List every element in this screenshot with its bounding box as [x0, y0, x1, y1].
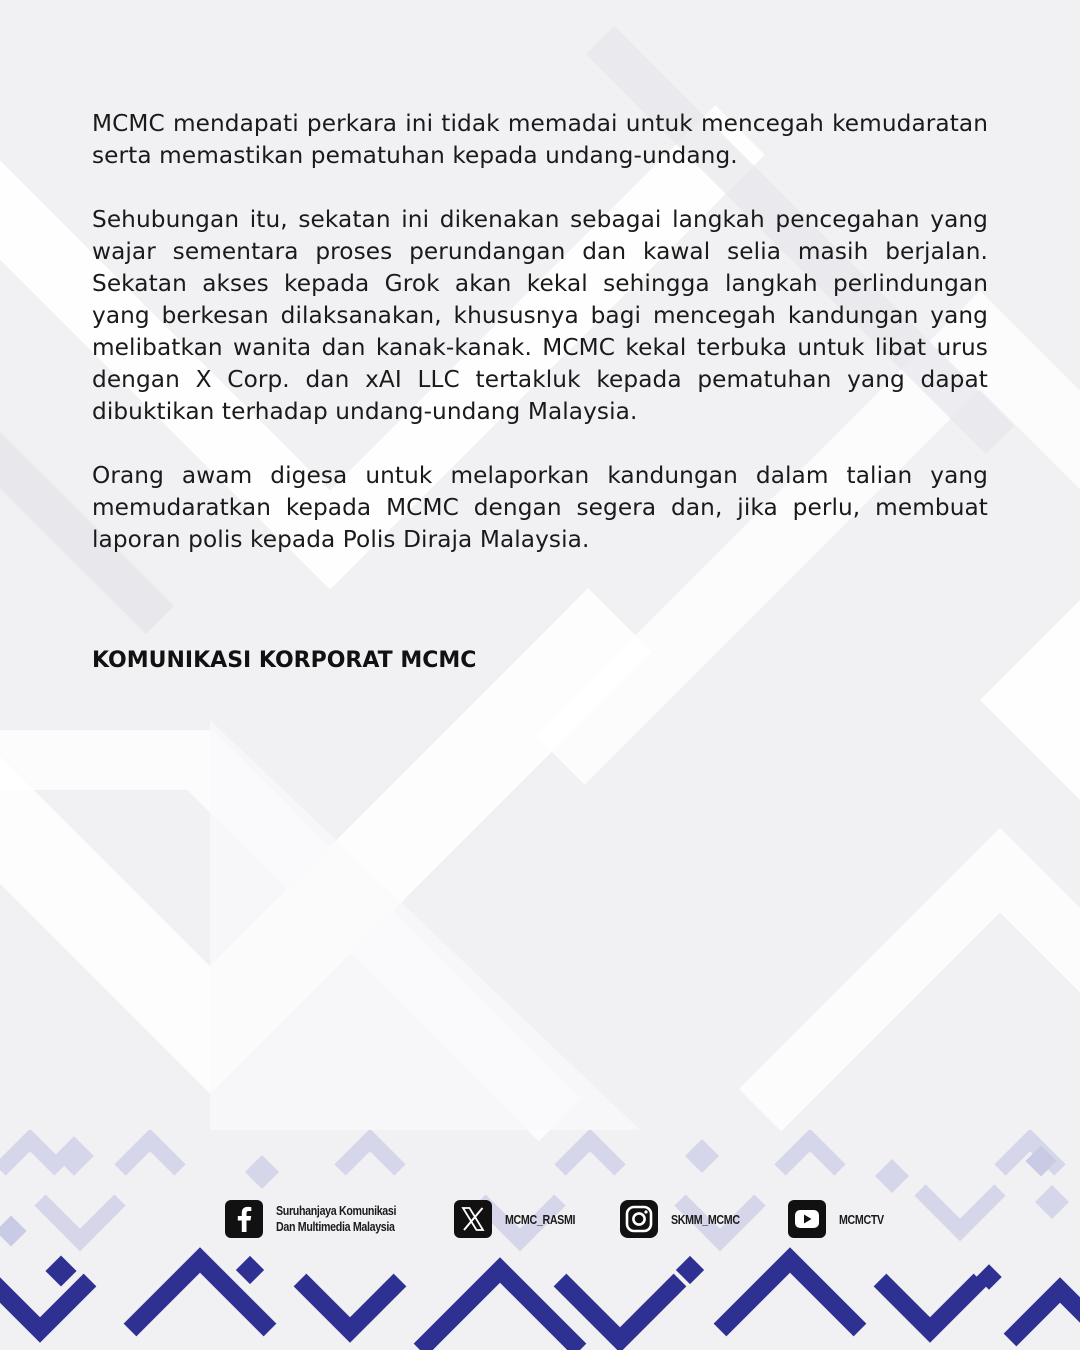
- instagram-icon: [619, 1199, 659, 1239]
- social-links-bar: [0, 1196, 1080, 1244]
- facebook-label: [276, 1203, 396, 1235]
- youtube-icon: [787, 1199, 827, 1239]
- x-label: MCMC_RASMI: [505, 1211, 576, 1227]
- social-instagram[interactable]: [619, 1196, 755, 1242]
- social-facebook[interactable]: [224, 1196, 423, 1242]
- facebook-label-line2: Dan Multimedia Malaysia: [276, 1219, 395, 1234]
- paragraph-3: Orang awam digesa untuk melaporkan kandungan dalam talian yang memudaratkan kepada MCMC dengan segera dan, jika perlu, membuat laporan polis kepada Polis Diraja Malaysia.: [92, 462, 988, 553]
- social-x[interactable]: [453, 1196, 591, 1242]
- signoff: KOMUNIKASI KORPORAT MCMC: [92, 648, 477, 673]
- youtube-label: MCMCTV: [839, 1211, 884, 1227]
- facebook-icon: [224, 1199, 264, 1239]
- social-youtube[interactable]: [787, 1196, 894, 1242]
- paragraph-2: Sehubungan itu, sekatan ini dikenakan sebagai langkah pencegahan yang wajar sementara proses perundangan dan kawal selia masih berjalan. Sekatan akses kepada Grok akan kekal sehingga langkah perlindungan yang berkesan dilaksanakan, khususnya bagi mencegah kandungan yang melibatkan wanita dan kanak-kanak. MCMC kekal terbuka untuk libat urus dengan X Corp. dan xAI LLC tertakluk kepada pematuhan yang dapat dibuktikan terhadap undang-undang Malaysia.: [92, 206, 988, 425]
- paragraph-1: MCMC mendapati perkara ini tidak memadai untuk mencegah kemudaratan serta memastikan pematuhan kepada undang-undang.: [92, 110, 988, 169]
- facebook-label-line1: Suruhanjaya Komunikasi: [276, 1203, 397, 1218]
- instagram-label: SKMM_MCMC: [671, 1211, 740, 1227]
- statement-body: [92, 108, 988, 588]
- x-icon: [453, 1199, 493, 1239]
